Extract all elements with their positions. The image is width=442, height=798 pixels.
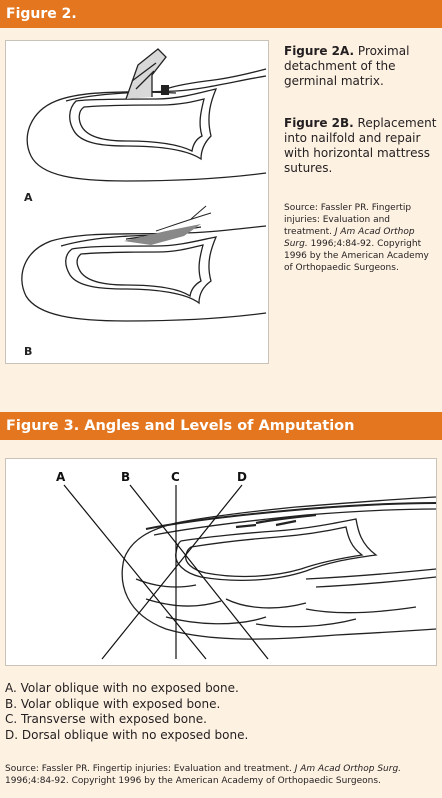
line-label-d: D (237, 470, 247, 484)
line-label-c: C (171, 470, 180, 484)
figure-3-source-suffix: 1996;4:84-92. Copyright 1996 by the American Academy of Orthopaedic Surgeons. (5, 776, 381, 786)
figure-2-source-journal: J Am Acad Orthop Surg. (284, 227, 415, 249)
amputation-line-d (102, 485, 242, 659)
figure-3-source-prefix: Source: Fassler PR. Fingertip injuries: Evaluation and treatment. (5, 764, 295, 774)
figure-2a-label: A (24, 191, 33, 204)
figure-2b-caption-label: Figure 2B. (284, 116, 354, 130)
amputation-angles-illustration (6, 459, 436, 665)
matrix-fragment-shape (161, 85, 169, 95)
figure-2a-caption-text: Proximal detachment of the germinal matrix. (284, 44, 410, 88)
figure-2b-label: B (24, 345, 33, 358)
amputation-lines (64, 485, 268, 659)
amputation-line-b (130, 485, 268, 659)
legend-item-b: B. Volar oblique with exposed bone. (5, 696, 221, 711)
figure-2-illustration-panel (5, 40, 269, 364)
line-label-a: A (56, 470, 66, 484)
figure-3-source (5, 763, 437, 787)
figure-2-source-prefix: Source: Fassler PR. Fingertip injuries: Evaluation and treatment. (284, 203, 412, 237)
fingertip-2b-drawing (22, 206, 266, 321)
fingertip-3-drawing (122, 497, 436, 639)
figure-3-header: Figure 3. Angles and Levels of Amputation (0, 412, 442, 440)
figure-2-source (284, 202, 438, 274)
amputation-line-a (64, 485, 206, 659)
line-label-b: B (121, 470, 131, 484)
figure-2a-caption (284, 44, 438, 89)
figure-2-source-suffix: 1996;4:84-92. Copyright 1996 by the American Academy of Orthopaedic Surgeons. (284, 239, 429, 273)
legend-item-c: C. Transverse with exposed bone. (5, 712, 207, 727)
fingertip-illustration-2 (6, 41, 268, 363)
figure-2a-caption-label: Figure 2A. (284, 44, 355, 58)
amputation-legend (5, 681, 248, 743)
figure-2b-caption-text: Replacement into nailfold and repair with horizontal mattress sutures. (284, 116, 437, 175)
legend-item-d: D. Dorsal oblique with no exposed bone. (5, 727, 249, 742)
figure-2-header: Figure 2. (0, 0, 442, 28)
legend-item-a: A. Volar oblique with no exposed bone. (5, 681, 239, 695)
figure-3-illustration-panel (5, 458, 437, 666)
fingertip-2a-drawing (27, 49, 266, 181)
figure-3-source-journal: J Am Acad Orthop Surg. (294, 764, 402, 774)
figure-2b-caption (284, 116, 438, 176)
